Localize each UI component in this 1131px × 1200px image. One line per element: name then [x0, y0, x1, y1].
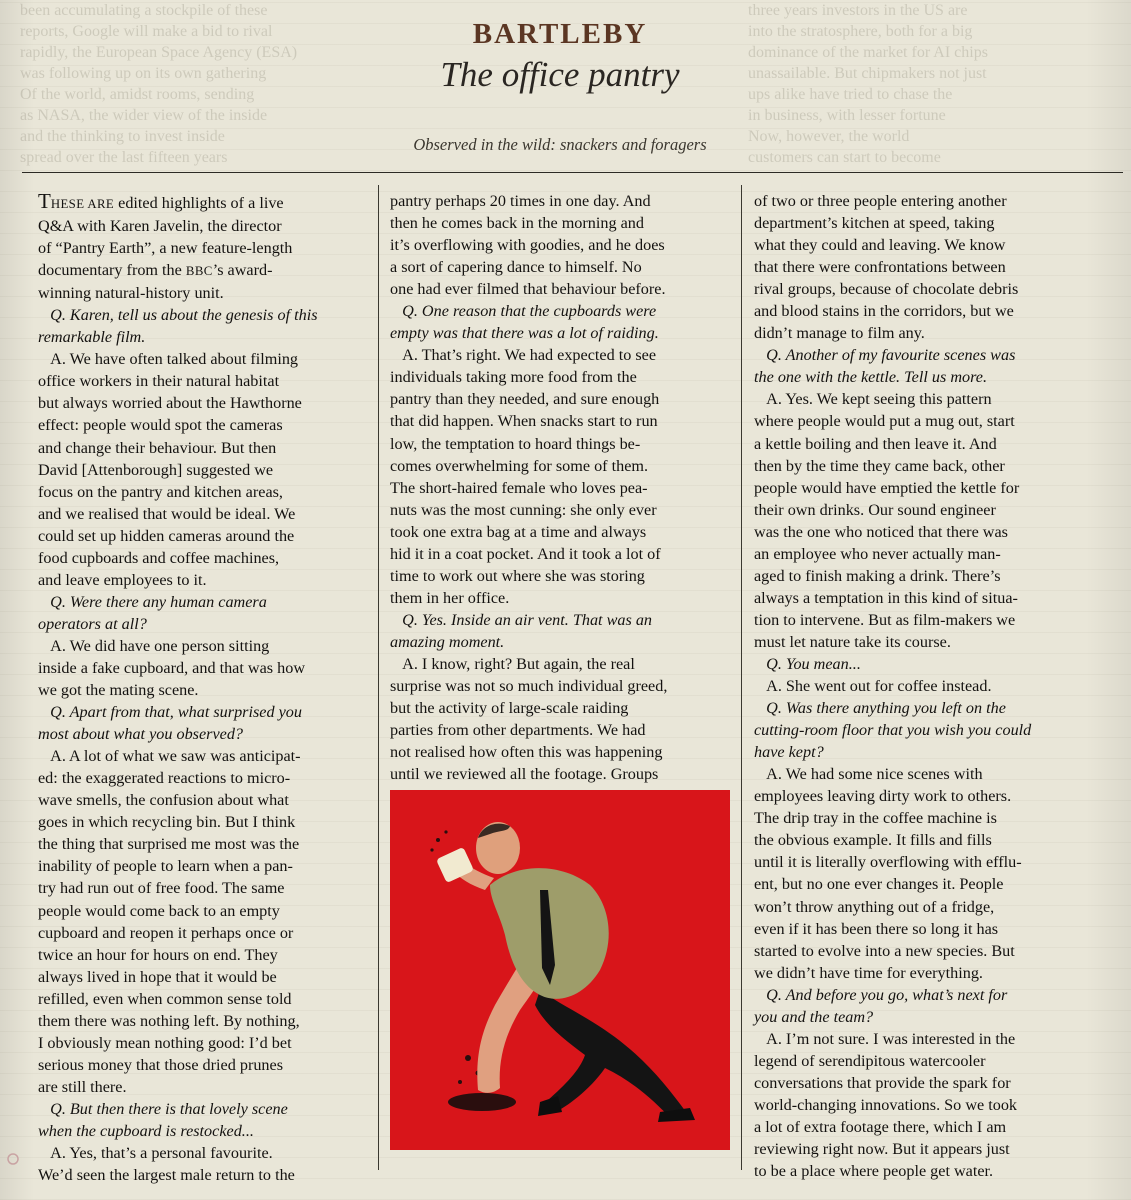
- small-caps-text: HESE ARE: [50, 197, 115, 211]
- answer-paragraph: [390, 344, 728, 609]
- text-line: most about what you observed?: [38, 725, 244, 744]
- text-line: them there was nothing left. By nothing,: [38, 1011, 300, 1030]
- text-segment: ’s award-: [212, 261, 273, 280]
- drip-mark: [465, 1055, 471, 1061]
- question-paragraph: [38, 701, 366, 745]
- text-line: pantry than they needed, and sure enough: [390, 390, 660, 409]
- text-line: Q. Yes. Inside an air vent. That was an: [390, 610, 653, 629]
- text-line: Q. Karen, tell us about the genesis of this: [38, 306, 318, 325]
- text-line: Q. Was there anything you left on the: [754, 699, 1006, 718]
- text-line: empty was that there was a lot of raiding.: [390, 324, 659, 343]
- text-line: have kept?: [754, 743, 824, 762]
- answer-paragraph: [754, 388, 1094, 653]
- page-edge-mark: [6, 1152, 20, 1166]
- question-paragraph: [390, 300, 728, 344]
- text-line: [38, 190, 366, 215]
- text-line: refilled, even when common sense told: [38, 989, 292, 1008]
- question-paragraph: [754, 653, 1094, 675]
- answer-paragraph: [38, 1142, 366, 1186]
- question-paragraph: [38, 591, 366, 635]
- headline: The office pantry: [440, 55, 680, 94]
- text-line: winning natural-history unit.: [38, 284, 224, 303]
- answer-paragraph: [390, 190, 728, 300]
- text-line: until we reviewed all the footage. Groups: [390, 765, 659, 784]
- text-line: department’s kitchen at speed, taking: [754, 214, 995, 233]
- text-line: Q&A with Karen Javelin, the director: [38, 217, 282, 236]
- text-line: ent, but no one ever changes it. People: [754, 875, 1004, 894]
- answer-paragraph: [754, 763, 1094, 983]
- text-line: pantry perhaps 20 times in one day. And: [390, 192, 651, 210]
- text-line: you and the team?: [754, 1007, 874, 1026]
- text-segment: edited highlights of a live: [114, 194, 284, 212]
- text-line: I obviously mean nothing good: I’d bet: [38, 1033, 292, 1052]
- text-line: we didn’t have time for everything.: [754, 963, 983, 982]
- text-line: [38, 259, 366, 282]
- answer-paragraph: [754, 675, 1094, 697]
- text-line: Q. One reason that the cupboards were: [390, 302, 657, 321]
- text-line: try had run out of free food. The same: [38, 879, 285, 898]
- text-line: A. We have often talked about filming: [38, 350, 299, 369]
- text-line: A. We had some nice scenes with: [754, 765, 983, 784]
- drip-mark: [458, 1080, 462, 1084]
- text-line: it’s overflowing with goodies, and he does: [390, 236, 665, 255]
- text-line: then by the time they came back, other: [754, 456, 1005, 475]
- text-line: inability of people to learn when a pan-: [38, 857, 293, 876]
- text-line: aged to finish making a drink. There’s: [754, 566, 1001, 585]
- text-line: inside a fake cupboard, and that was how: [38, 658, 306, 677]
- article-column-1: [38, 190, 366, 1186]
- text-line: world-changing innovations. So we took: [754, 1095, 1018, 1114]
- text-line: comes overwhelming for some of them.: [390, 456, 649, 475]
- text-line: could set up hidden cameras around the: [38, 526, 295, 545]
- text-line: low, the temptation to hoard things be-: [390, 434, 641, 453]
- text-line: and blood stains in the corridors, but we: [754, 302, 1014, 321]
- text-line: hid it in a coat pocket. And it took a lot of: [390, 544, 661, 563]
- answer-paragraph: [38, 745, 366, 1098]
- question-paragraph: [390, 609, 728, 653]
- text-line: are still there.: [38, 1077, 127, 1096]
- answer-paragraph: [754, 1028, 1094, 1182]
- text-line: amazing moment.: [390, 632, 505, 651]
- text-line: conversations that provide the spark for: [754, 1073, 1011, 1092]
- text-line: not realised how often this was happening: [390, 743, 663, 762]
- article-column-2: [390, 190, 728, 785]
- ghost-text-right: three years investors in the US are into the stratosphere, both for a big dominance of the market for AI chips unassailable. But chipmakers not just ups alike have tried to chase the in business, with lesser fortune Now, however, the world customers can start to become: [748, 2, 988, 166]
- text-line: and leave employees to it.: [38, 570, 207, 589]
- question-paragraph: [38, 1098, 366, 1142]
- text-line: Q. You mean...: [754, 654, 861, 673]
- answer-paragraph: [38, 348, 366, 591]
- article-header: [370, 0, 750, 170]
- text-line: A. I’m not sure. I was interested in the: [754, 1029, 1016, 1048]
- answer-paragraph: [754, 190, 1094, 344]
- text-line: surprise was not so much individual greed,: [390, 677, 668, 696]
- spray-dot: [444, 830, 447, 833]
- question-paragraph: [754, 984, 1094, 1028]
- spray-dot: [430, 848, 433, 851]
- text-line: to be a place where people get water.: [754, 1162, 994, 1181]
- text-line: A. Yes. We kept seeing this pattern: [754, 390, 992, 409]
- illustration-man-drinking: [390, 790, 730, 1150]
- text-line: A. She went out for coffee instead.: [754, 677, 992, 696]
- column-rule-1: [378, 185, 379, 1170]
- text-line: took one extra bag at a time and always: [390, 522, 647, 541]
- text-line: that did happen. When snacks start to run: [390, 412, 658, 431]
- text-line: A. A lot of what we saw was anticipat-: [38, 747, 301, 766]
- text-line: started to evolve into a new species. But: [754, 941, 1015, 960]
- illustration-svg: [390, 790, 730, 1150]
- text-line: their own drinks. Our sound engineer: [754, 500, 996, 519]
- text-line: reviewing right now. But it appears just: [754, 1140, 1010, 1159]
- column-rule-2: [741, 185, 742, 1170]
- question-paragraph: [754, 697, 1094, 763]
- spray-dot: [436, 838, 440, 842]
- standfirst: Observed in the wild: snackers and foragers: [413, 135, 707, 154]
- text-line: people would have emptied the kettle for: [754, 478, 1020, 497]
- text-line: until it is literally overflowing with efflu-: [754, 853, 1022, 872]
- text-line: then he comes back in the morning and: [390, 214, 644, 233]
- text-line: the one with the kettle. Tell us more.: [754, 368, 988, 387]
- text-line: parties from other departments. We had: [390, 721, 646, 740]
- text-line: won’t throw anything out of a fridge,: [754, 897, 995, 916]
- text-line: serious money that those dried prunes: [38, 1055, 284, 1074]
- text-line: but the activity of large-scale raiding: [390, 699, 629, 718]
- answer-paragraph: [390, 653, 728, 785]
- text-line: must let nature take its course.: [754, 632, 951, 651]
- text-line: an employee who never actually man-: [754, 544, 1001, 563]
- question-paragraph: [754, 344, 1094, 388]
- text-line: where people would put a mug out, start: [754, 412, 1015, 431]
- text-line: employees leaving dirty work to others.: [754, 787, 1012, 806]
- text-line: A. That’s right. We had expected to see: [390, 346, 657, 365]
- text-line: didn’t manage to film any.: [754, 324, 925, 343]
- text-line: of “Pantry Earth”, a new feature-length: [38, 239, 293, 258]
- question-paragraph: [38, 304, 366, 348]
- text-line: a lot of extra footage there, which I am: [754, 1117, 1007, 1136]
- text-line: tion to intervene. But as film-makers we: [754, 610, 1016, 629]
- text-line: the obvious example. It fills and fills: [754, 831, 992, 850]
- text-line: we got the mating scene.: [38, 681, 199, 700]
- text-line: what they could and leaving. We know: [754, 236, 1006, 255]
- text-line: Q. But then there is that lovely scene: [38, 1099, 288, 1118]
- text-line: rival groups, because of chocolate debris: [754, 280, 1019, 299]
- text-line: wave smells, the confusion about what: [38, 791, 289, 810]
- text-line: The short-haired female who loves pea-: [390, 478, 648, 497]
- text-line: effect: people would spot the cameras: [38, 416, 283, 435]
- intro-paragraph: [38, 190, 366, 304]
- initial-letter: T: [38, 189, 51, 213]
- text-line: Q. Apart from that, what surprised you: [38, 703, 302, 722]
- text-line: always lived in hope that it would be: [38, 967, 277, 986]
- text-line: time to work out where she was storing: [390, 566, 645, 585]
- text-line: twice an hour for hours on end. They: [38, 945, 278, 964]
- text-line: but always worried about the Hawthorne: [38, 394, 302, 413]
- text-line: that there were confrontations between: [754, 258, 1006, 277]
- text-line: a kettle boiling and then leave it. And: [754, 434, 997, 453]
- text-line: the thing that surprised me most was the: [38, 835, 300, 854]
- text-line: people would come back to an empty: [38, 901, 280, 920]
- column-kicker: BARTLEBY: [472, 18, 648, 50]
- text-line: ed: the exaggerated reactions to micro-: [38, 769, 291, 788]
- text-line: and change their behaviour. But then: [38, 438, 277, 457]
- text-segment: documentary from the: [38, 261, 186, 280]
- text-line: remarkable film.: [38, 328, 146, 347]
- text-line: legend of serendipitous watercooler: [754, 1051, 986, 1070]
- text-line: David [Attenborough] suggested we: [38, 460, 274, 479]
- text-line: and we realised that would be ideal. We: [38, 504, 296, 523]
- header-rule: [22, 172, 1123, 173]
- ghost-text-left: been accumulating a stockpile of these reports, Google will make a bid to rival rapidly, the European Space Agency (ESA) was following up on its own gathering Of the world, amidst rooms, sending as NASA, the wider view of the inside and the thinking to invest inside spread over the last fifteen years: [20, 2, 298, 166]
- small-caps-text: BBC: [185, 264, 213, 279]
- text-line: Q. Were there any human camera: [38, 592, 267, 611]
- text-line: goes in which recycling bin. But I think: [38, 813, 296, 832]
- text-line: when the cupboard is restocked...: [38, 1121, 254, 1140]
- text-line: office workers in their natural habitat: [38, 372, 280, 391]
- text-line: them in her office.: [390, 588, 510, 607]
- text-line: A. I know, right? But again, the real: [390, 654, 635, 673]
- text-line: operators at all?: [38, 614, 147, 633]
- text-line: was the one who noticed that there was: [754, 522, 1008, 541]
- text-line: We’d seen the largest male return to the: [38, 1166, 295, 1185]
- text-line: even if it has been there so long it has: [754, 919, 999, 938]
- text-line: A. We did have one person sitting: [38, 636, 270, 655]
- text-line: a sort of capering dance to himself. No: [390, 258, 642, 277]
- text-line: one had ever filmed that behaviour before.: [390, 280, 666, 299]
- text-line: food cupboards and coffee machines,: [38, 548, 280, 567]
- answer-paragraph: [38, 635, 366, 701]
- text-line: individuals taking more food from the: [390, 368, 637, 387]
- text-line: of two or three people entering another: [754, 192, 1007, 210]
- text-line: always a temptation in this kind of situa-: [754, 588, 1018, 607]
- text-line: cupboard and reopen it perhaps once or: [38, 923, 294, 942]
- text-line: The drip tray in the coffee machine is: [754, 809, 997, 828]
- text-line: Q. And before you go, what’s next for: [754, 985, 1008, 1004]
- text-line: Q. Another of my favourite scenes was: [754, 346, 1016, 365]
- text-line: nuts was the most cunning: she only ever: [390, 500, 657, 519]
- shoe: [538, 1096, 562, 1116]
- text-line: focus on the pantry and kitchen areas,: [38, 482, 283, 501]
- text-line: cutting-room floor that you wish you could: [754, 721, 1032, 740]
- article-column-3: [754, 190, 1094, 1182]
- spill-puddle: [448, 1093, 516, 1111]
- text-line: A. Yes, that’s a personal favourite.: [38, 1144, 273, 1163]
